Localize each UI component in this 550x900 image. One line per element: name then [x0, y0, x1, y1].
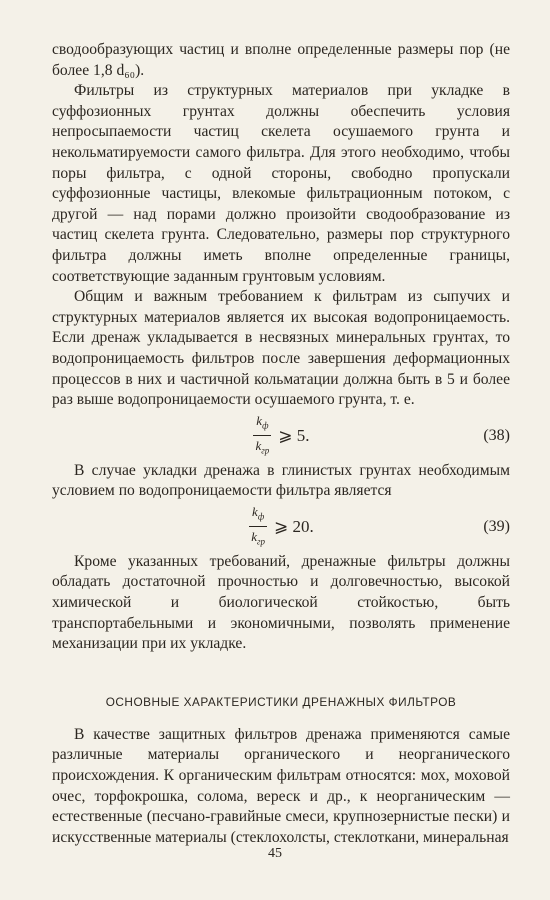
equation-number-38: (38): [483, 426, 510, 444]
page-number: 45: [268, 846, 282, 861]
formula-39-fraction: [248, 504, 268, 550]
paragraph-permeability-requirement: Общим и важным требованием к фильтрам из сыпучих и структурных материалов является их высокая водопроницаемость. Если дренаж укладывается в несвязных минеральных грунтах, то водопроницаемость фильтров после завершения деформационных процессов в них и частичной кольматации должна быть в 5 и более раз выше водопроницаемости осушаемого грунта, т. е.: [52, 288, 510, 409]
formula-38-fraction: [252, 413, 272, 459]
formula-39-numerator-sub: ф: [257, 511, 265, 522]
formula-39-denominator-sub: гр: [257, 536, 266, 547]
paragraph-continuation: сводообразующих частиц и вполне определенные размеры пор (не более 1,8 d₆₀).: [52, 41, 510, 79]
formula-38-denominator: k: [255, 438, 262, 454]
formula-39-relation: ⩾ 20.: [274, 516, 314, 536]
formula-39-numerator: k: [252, 503, 258, 519]
formula-38-numerator-sub: ф: [262, 420, 269, 431]
section-heading: ОСНОВНЫЕ ХАРАКТЕРИСТИКИ ДРЕНАЖНЫХ ФИЛЬТРОВ: [105, 694, 457, 709]
paragraph-additional-requirements: Кроме указанных требований, дренажные фильтры должны обладать достаточной прочностью и долговечностью, высокой химической и биологической стойкостью, быть транспортабельными и экономичными, позволять применение механизации при их укладке.: [52, 552, 510, 653]
paragraph-clay-soils: В случае укладки дренажа в глинистых грунтах необходимым условием по водопроницаемости фильтра является: [52, 461, 510, 500]
formula-38-denominator-sub: гр: [261, 445, 270, 456]
formula-38: [52, 411, 510, 461]
paragraph-filter-materials: В качестве защитных фильтров дренажа применяются самые различные материалы органического и неорганического происхождения. К органическим фильтрам относятся: мох, моховой очес, торфокрошка, солома, вереск и др., к неорганическим — естественные (песчано-гравийные смеси, крупнозернистые пески) и искусственные материалы (стеклохолсты, стеклоткани, минеральная: [52, 725, 510, 846]
paragraph-structural-filters: Фильтры из структурных материалов при укладке в суффозионных грунтах должны обеспечить условия непросыпаемости частиц скелета осушаемого грунта и некольматируемости самого фильтра. Для этого необходимо, чтобы поры фильтра, с одной стороны, свободно пропускали суффозионные частицы, влекомые фильтрационным потоком, с другой — над порами должно произойти сводообразование из частиц скелета грунта. Следовательно, размеры пор структурного фильтра должны иметь вполне определенные границы, соответствующие заданным грунтовым условиям.: [52, 82, 510, 285]
equation-number-39: (39): [483, 517, 510, 535]
formula-39-denominator: k: [251, 529, 257, 545]
formula-38-numerator: k: [256, 412, 263, 428]
formula-38-relation: ⩾ 5.: [278, 425, 310, 445]
formula-39: [52, 502, 510, 552]
